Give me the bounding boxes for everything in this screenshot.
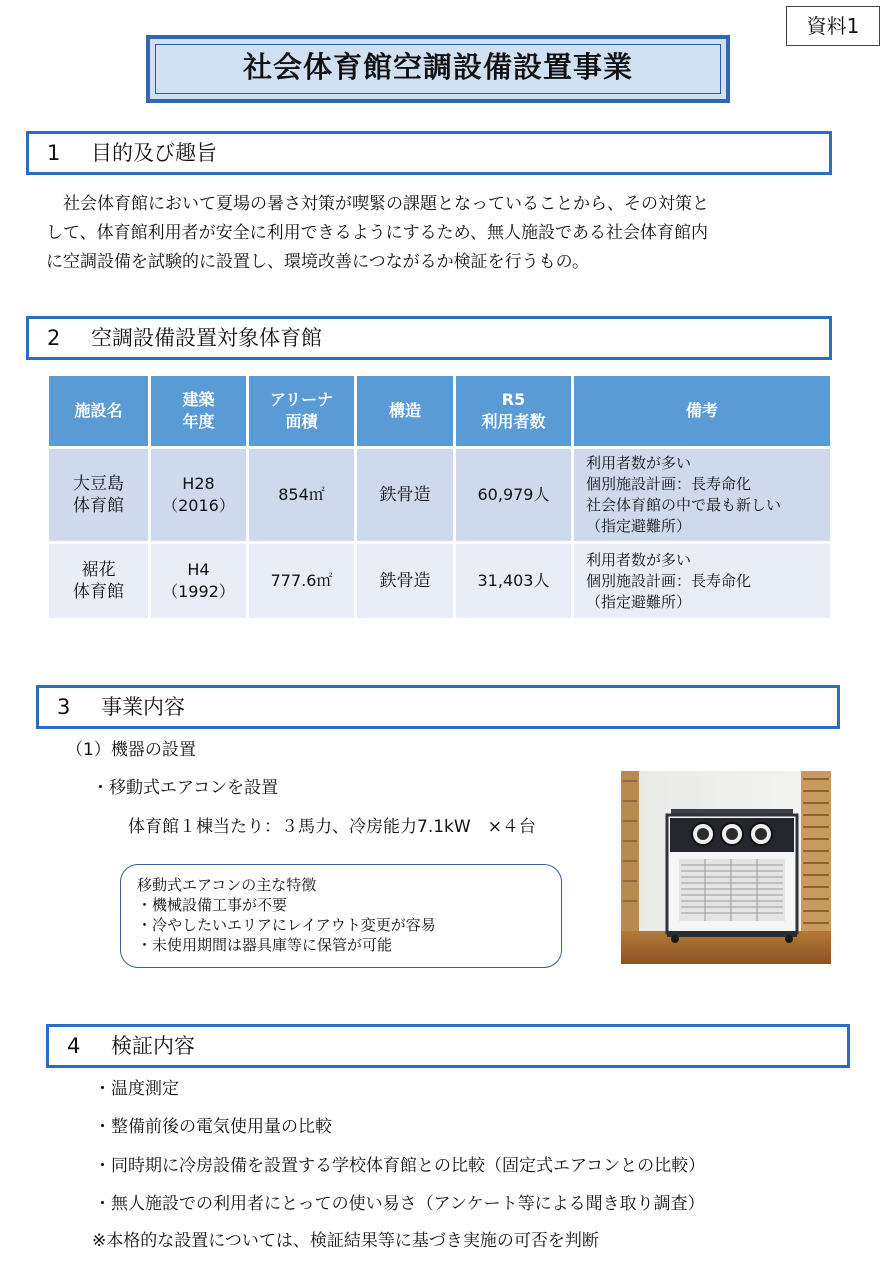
note-line: 利用者数が多い [586,550,692,569]
section-3-header [36,685,840,729]
cell-users: 31,403人 [456,544,571,618]
note-line: 個別施設計画：長寿命化 [586,571,752,590]
note-line: （指定避難所） [586,517,692,535]
purpose-line: 社会体育館において夏場の暑さ対策が喫緊の課題となっていることから、その対策と [46,194,709,214]
note-line: 利用者数が多い [586,454,692,472]
verification-item: ・無人施設での利用者にとっての使い易さ（アンケート等による聞き取り調査） [94,1194,705,1214]
cell-facility-name: 大豆島 体育館 [49,449,148,541]
feature-item: ・冷やしたいエリアにレイアウト変更が容易 [137,916,436,934]
header-build-year: 建築 年度 [151,376,246,446]
section-2-header [26,316,832,360]
verification-item: ・整備前後の電気使用量の比較 [94,1117,332,1137]
section-4-title: 検証内容 [111,1034,195,1058]
purpose-line: に空調設備を試験的に設置し、環境改善につながるか検証を行うもの。 [46,252,589,272]
cell-arena-area: 854㎡ [249,449,354,541]
verification-item: ・温度測定 [94,1079,179,1099]
table-row [49,544,830,618]
install-item: ・移動式エアコンを設置 [92,778,279,798]
cell-build-year: H4 （1992） [151,544,246,618]
section-4-number: 4 [67,1034,81,1058]
section-2-title: 空調設備設置対象体育館 [91,326,322,350]
cell-arena-area: 777.6㎡ [249,544,354,618]
subsection-title: （1）機器の設置 [66,740,196,760]
note-line: （指定避難所） [586,592,692,611]
install-detail: 体育館１棟当たり：３馬力、冷房能力7.1kW ×４台 [128,817,536,837]
title-banner [146,35,730,103]
cell-notes [574,544,830,618]
features-title: 移動式エアコンの主な特徴 [137,876,317,894]
verification-note: ※本格的な設置については、検証結果等に基づき実施の可否を判断 [92,1231,599,1251]
cell-structure: 鉄骨造 [357,544,453,618]
section-2-number: 2 [47,326,61,350]
air-conditioner-photo [621,771,831,964]
header-facility-name: 施設名 [49,376,148,446]
section-1-title: 目的及び趣旨 [91,141,217,165]
section-3-number: 3 [57,695,71,719]
section-3-title: 事業内容 [101,695,185,719]
document-label: 資料1 [786,6,880,46]
cell-facility-name: 裾花 体育館 [49,544,148,618]
section-1-number: 1 [47,141,61,165]
section-1-header [26,131,832,175]
feature-item: ・機械設備工事が不要 [137,896,288,914]
features-box [120,864,562,968]
cell-build-year: H28 （2016） [151,449,246,541]
cell-notes [574,449,830,541]
note-line: 個別施設計画：長寿命化 [586,475,752,493]
header-notes: 備考 [574,376,830,446]
cell-structure: 鉄骨造 [357,449,453,541]
feature-item: ・未使用期間は器具庫等に保管が可能 [137,936,393,954]
section-4-header [46,1024,850,1068]
verification-item: ・同時期に冷房設備を設置する学校体育館との比較（固定式エアコンとの比較） [94,1156,706,1176]
table-header-row [49,376,830,446]
facility-table [46,373,833,621]
purpose-paragraph [46,190,846,277]
note-line: 社会体育館の中で最も新しい [586,496,782,514]
header-structure: 構造 [357,376,453,446]
header-users: R5 利用者数 [456,376,571,446]
table-row [49,449,830,541]
purpose-line: して、体育館利用者が安全に利用できるようにするため、無人施設である社会体育館内 [46,223,708,243]
cell-users: 60,979人 [456,449,571,541]
header-arena-area: アリーナ 面積 [249,376,354,446]
page-title: 社会体育館空調設備設置事業 [155,44,721,94]
